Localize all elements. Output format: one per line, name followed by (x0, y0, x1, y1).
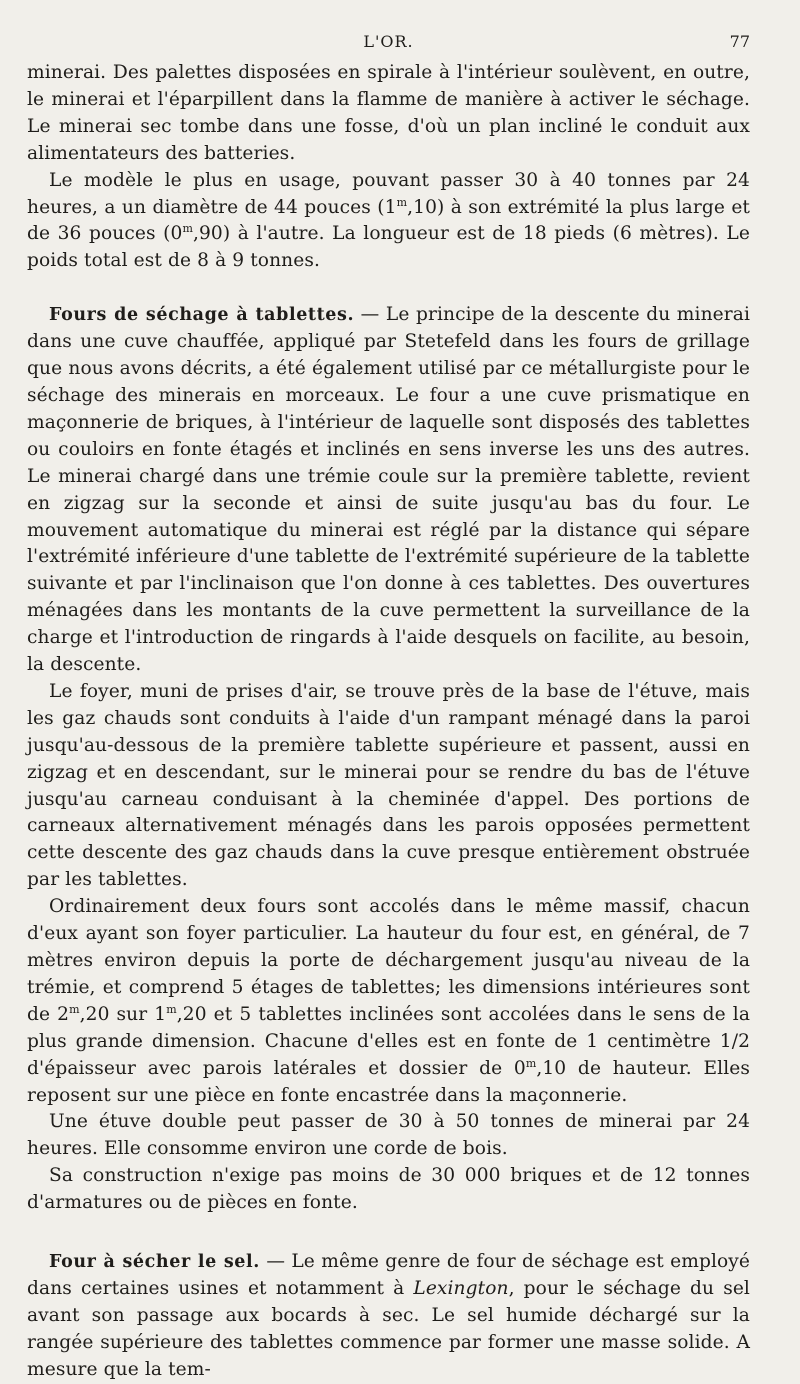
paragraph-2-part-a: Le modèle le plus en usage, pouvant passer 30 à 40 tonnes par 24 heures, a un diamètre de 44 pouces (1 (27, 169, 750, 218)
unit-superscript: m (69, 1002, 80, 1016)
place-name: Lexington (413, 1277, 509, 1299)
paragraph-5: Une étuve double peut passer de 30 à 50 tonnes de minerai par 24 heures. Elle consomme environ une corde de bois. (27, 1111, 750, 1160)
section-text-a: Le même genre de four de séchage est employé dans certaines usines et notamment à (27, 1251, 750, 1299)
running-title: L'OR. (363, 32, 414, 51)
paragraph-2 (27, 168, 750, 276)
paragraph-2-part-b: ,10) à son extrémité la plus large et de 36 pouces (0 (27, 196, 750, 245)
body-text (27, 60, 750, 1384)
page-number: 77 (729, 32, 750, 51)
em-dash: — (354, 304, 386, 326)
section-four-sel (27, 1249, 750, 1384)
section-heading: Fours de séchage à tablettes. (49, 305, 355, 326)
paragraph-4-part-b: ,20 sur 1 (79, 1003, 167, 1025)
paragraph-6: Sa construction n'exige pas moins de 30 000 briques et de 12 tonnes d'armatures ou de pièces en fonte. (27, 1165, 750, 1214)
paragraph-2-part-c: ,90) à l'autre. La longueur est de 18 pieds (6 mètres). Le poids total est de 8 à 9 tonnes. (27, 223, 750, 272)
running-header (27, 28, 750, 60)
unit-superscript: m (396, 195, 408, 209)
paragraph-4 (27, 894, 750, 1109)
unit-superscript: m (166, 1002, 177, 1016)
paragraph-4-part-d: ,10 de hauteur. Elles reposent sur une pièce en fonte encastrée dans la maçonnerie. (27, 1057, 751, 1106)
section-heading: Four à sécher le sel. (49, 1252, 260, 1273)
section-text: Le principe de la descente du minerai dans une cuve chauffée, appliqué par Stetefeld dans les fours de grillage que nous avons décrits, a été également utilisé par ce métallurgiste pour le séchage des minerais en morceaux. Le four a une cuve prismatique en maçonnerie de briques, à l'intérieur de laquelle sont disposés des tablettes ou couloirs en fonte étagés et inclinés en sens inverse les uns des autres. Le minerai chargé dans une trémie coule sur la première tablette, revient en zigzag sur la seconde et ainsi de suite jusqu'au bas du four. Le mouvement automatique du minerai est réglé par la distance qui sépare l'extrémité inférieure d'une tablette de l'extrémité supérieure de la tablette suivante et par l'inclinaison que l'on donne à ces tablettes. Des ouvertures ménagées dans les montants de la cuve permettent la surveillance de la charge et l'introduction de ringards à l'aide desquels on facilite, au besoin, la descente. (27, 304, 750, 676)
section-fours-tablettes (27, 302, 750, 679)
unit-superscript: m (182, 222, 193, 236)
unit-superscript: m (525, 1056, 537, 1070)
paragraph-1: minerai. Des palettes disposées en spirale à l'intérieur soulèvent, en outre, le minerai et l'éparpillent dans la flamme de manière à activer le séchage. Le minerai sec tombe dans une fosse, d'où un plan incliné le conduit aux alimentateurs des batteries. (27, 62, 750, 164)
paragraph-4-part-a: Ordinairement deux fours sont accolés dans le même massif, chacun d'eux ayant son foyer particulier. La hauteur du four est, en général, de 7 mètres environ depuis la porte de déchargement jusqu'au niveau de la trémie, et comprend 5 étages de tablettes; les dimensions intérieures sont de 2 (27, 896, 750, 1025)
section-text-b: , pour le séchage du sel avant son passage aux bocards à sec. Le sel humide déchargé sur la rangée supérieure des tablettes commence par former une masse solide. A mesure que la tem- (27, 1277, 750, 1380)
paragraph-3: Le foyer, muni de prises d'air, se trouve près de la base de l'étuve, mais les gaz chauds sont conduits à l'aide d'un rampant ménagé dans la paroi jusqu'au-dessous de la première tablette supérieure et passent, aussi en zigzag et en descendant, sur le minerai pour se rendre du bas de l'étuve jusqu'au carneau conduisant à la cheminée d'appel. Des portions de carneaux alternativement ménagés dans les parois opposées permettent cette descente des gaz chauds dans la cuve presque entièrement obstruée par les tablettes. (27, 680, 750, 891)
em-dash: — (259, 1251, 292, 1273)
paragraph-4-part-c: ,20 et 5 tablettes inclinées sont accolées dans le sens de la plus grande dimension. Chacune d'elles est en fonte de 1 centimètre 1/2 d'épaisseur avec parois latérales et dossier de 0 (27, 1003, 751, 1079)
